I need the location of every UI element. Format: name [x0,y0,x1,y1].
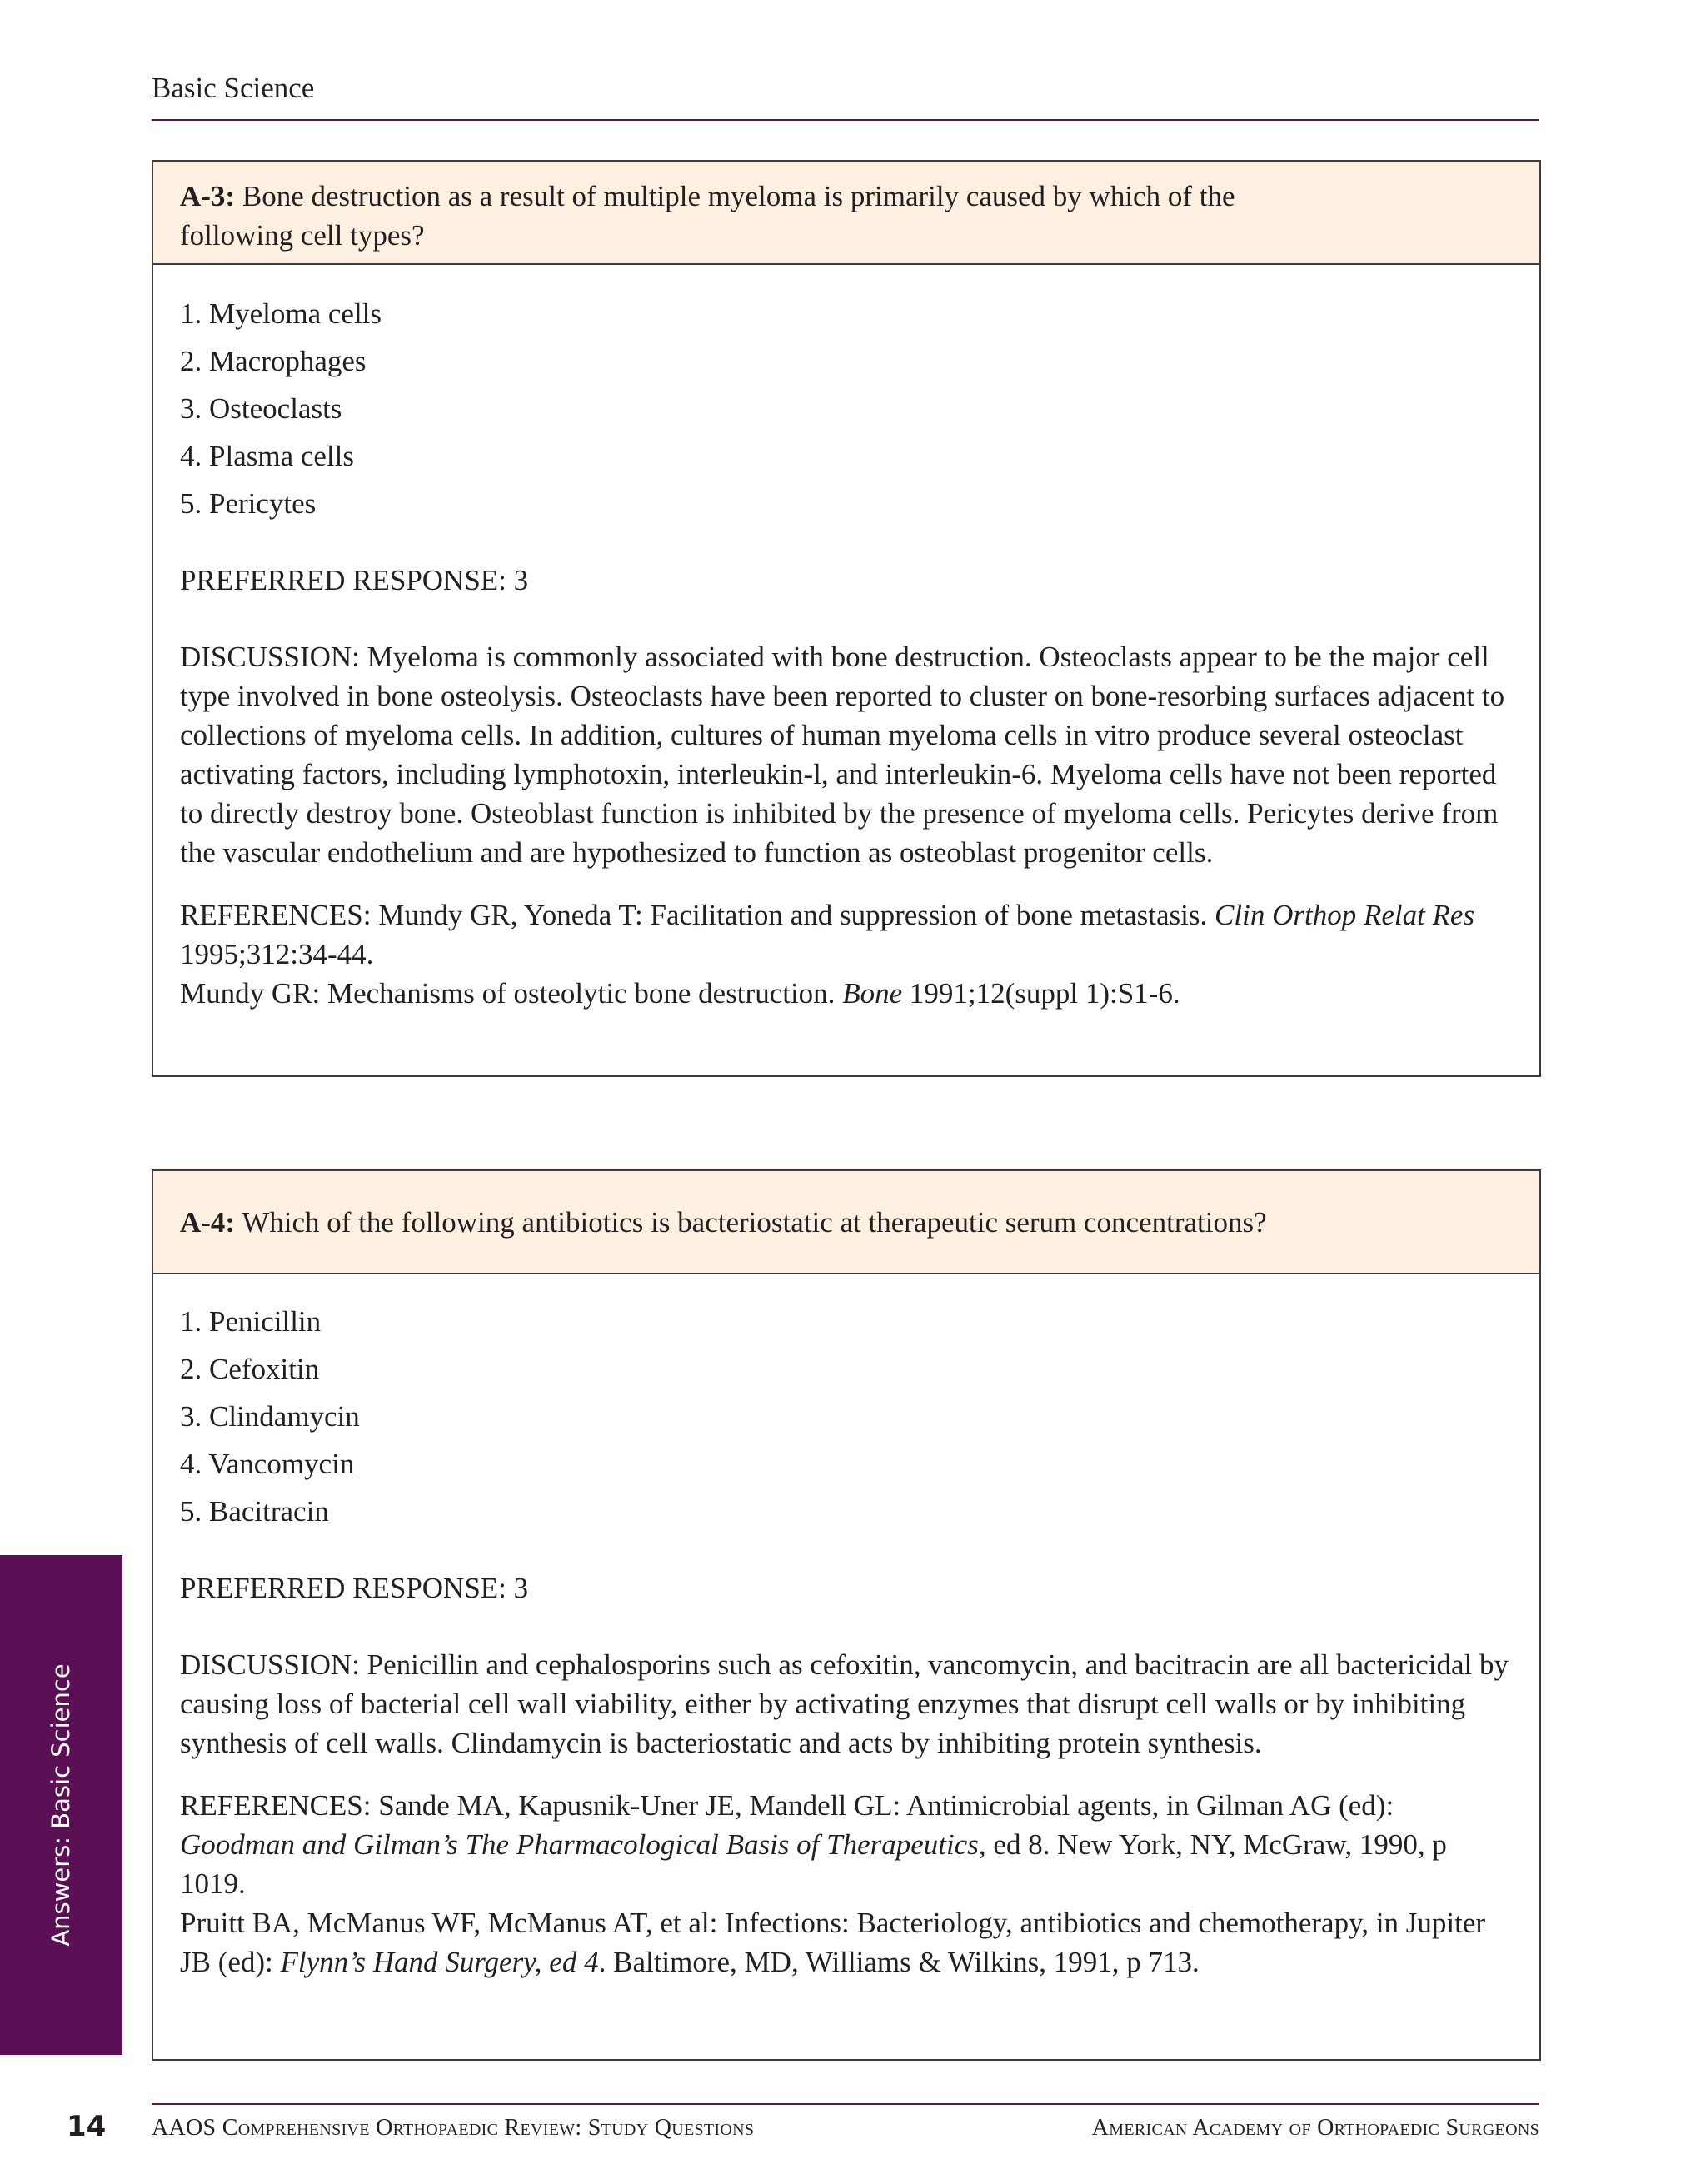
question-text: Which of the following antibiotics is bacteriostatic at therapeutic serum concentrations? [242,1206,1267,1239]
page-number: 14 [67,2110,107,2143]
references [180,1786,1513,1982]
question-box-a4 [152,1169,1541,2061]
question-number: A-3: [180,180,236,212]
reference-text: 1991;12(suppl 1):S1-6. [902,977,1180,1010]
reference-text: 1995;312:34-44. [180,938,374,970]
reference-text: Pruitt BA, McManus WF, McManus AT, et al: Infections: Bacteriology, antibiotics and chemotherapy, in Jupiter JB (ed): [180,1907,1486,1978]
option-item: 4. Plasma cells [180,440,354,472]
running-head: Basic Science [152,72,315,104]
option-item: 2. Macrophages [180,345,367,377]
footer-publisher: American Academy of Orthopaedic Surgeons [1091,2115,1539,2141]
question-header-a3 [153,162,1539,265]
header-rule [152,119,1539,121]
option-item: 2. Cefoxitin [180,1353,320,1385]
discussion: DISCUSSION: Penicillin and cephalosporins such as cefoxitin, vancomycin, and bacitracin are all bactericidal by causing loss of bacterial cell wall viability, either by activating enzymes that disrupt cell walls or by inhibiting synthesis of cell walls. Clindamycin is bacteriostatic and acts by inhibiting protein synthesis. [180,1648,1509,1759]
question-header-a4 [153,1171,1539,1274]
footer-book-title: AAOS Comprehensive Orthopaedic Review: Study Questions [152,2115,755,2141]
reference-text: . Baltimore, MD, Williams & Wilkins, 1991, p 713. [598,1946,1200,1978]
option-item: 4. Vancomycin [180,1448,355,1480]
references [180,895,1513,1013]
discussion: DISCUSSION: Myeloma is commonly associated with bone destruction. Osteoclasts appear to be the major cell type involved in bone osteolysis. Osteoclasts have been reported to cluster on bone-resorbing surfaces adjacent to collections of myeloma cells. In addition, cultures of human myeloma cells in vitro produce several osteoclast activating factors, including lymphotoxin, interleukin-l, and interleukin-6. Myeloma cells have not been reported to directly destroy bone. Osteoblast function is inhibited by the presence of myeloma cells. Pericytes derive from the vascular endothelium and are hypothesized to function as osteoblast progenitor cells. [180,641,1505,869]
question-box-a3 [152,160,1541,1077]
reference-text: REFERENCES: Mundy GR, Yoneda T: Facilitation and suppression of bone metastasis. [180,899,1215,931]
preferred-response: PREFERRED RESPONSE: 3 [180,1572,529,1604]
book-title: Goodman and Gilman’s The Pharmacological Basis of Therapeutics, [180,1828,986,1861]
side-tab [0,1555,122,2055]
side-tab-label: Answers: Basic Science [47,1663,75,1947]
book-title: Flynn’s Hand Surgery, ed 4 [280,1946,599,1978]
journal-title: Bone [842,977,903,1010]
option-item: 3. Clindamycin [180,1400,360,1433]
option-item: 5. Pericytes [180,487,317,520]
option-item: 3. Osteoclasts [180,392,342,425]
reference-text: ed 8. New York, NY, McGraw, 1990, p 1019. [180,1828,1447,1900]
option-item: 1. Myeloma cells [180,297,382,330]
options-list [180,290,1513,527]
options-list [180,1298,1513,1535]
question-text: Bone destruction as a result of multiple myeloma is primarily caused by which of the [242,180,1235,212]
option-item: 1. Penicillin [180,1305,322,1338]
reference-text: Mundy GR: Mechanisms of osteolytic bone destruction. [180,977,843,1010]
option-item: 5. Bacitracin [180,1495,329,1528]
journal-title: Clin Orthop Relat Res [1215,899,1475,931]
answer-body-a4 [153,1298,1539,1982]
reference-text: REFERENCES: Sande MA, Kapusnik-Uner JE, Mandell GL: Antimicrobial agents, in Gilman AG (ed): [180,1789,1394,1822]
question-number: A-4: [180,1206,236,1239]
preferred-response: PREFERRED RESPONSE: 3 [180,564,529,596]
answer-body-a3 [153,290,1539,1013]
footer-rule [152,2103,1539,2105]
question-text-line-2: following cell types? [180,219,425,252]
